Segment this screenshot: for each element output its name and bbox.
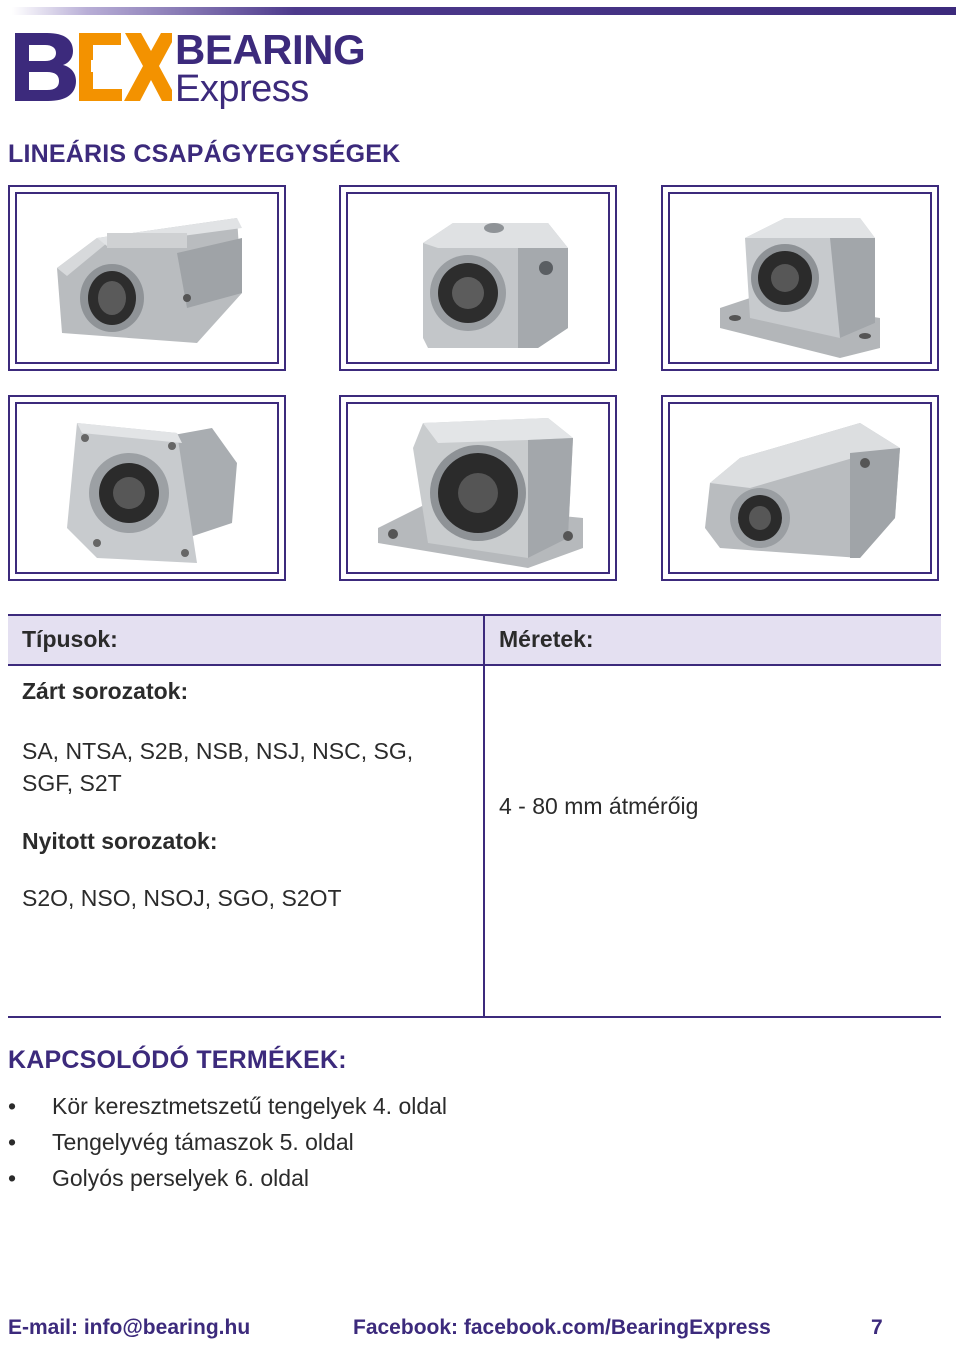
page-number: 7 — [871, 1316, 883, 1339]
spec-table-header-row — [8, 614, 941, 666]
product-photo-inner-frame — [15, 192, 279, 364]
product-photo-frame — [339, 395, 617, 581]
flanged-pillow-block-image — [690, 198, 910, 358]
header-accent-bar — [12, 7, 956, 15]
product-photo-inner-frame — [668, 402, 932, 574]
tandem-pillow-block-image — [368, 408, 588, 568]
closed-tandem-block-image — [690, 408, 910, 568]
product-photo-frame — [661, 395, 939, 581]
bullet-icon: • — [8, 1129, 17, 1155]
footer-email[interactable]: E-mail: info@bearing.hu — [8, 1316, 251, 1339]
closed-series-label: Zárt sorozatok: — [22, 678, 189, 704]
product-photo-inner-frame — [346, 402, 610, 574]
product-photo-frame — [8, 185, 286, 371]
sizes-column-header: Méretek: — [499, 626, 594, 652]
spec-table-bottom-rule — [8, 1016, 941, 1018]
bearing-express-logo — [12, 25, 382, 115]
related-product-link[interactable]: Kör keresztmetszetű tengelyek 4. oldal — [52, 1093, 448, 1119]
related-product-link[interactable]: Tengelyvég támaszok 5. oldal — [52, 1129, 354, 1155]
product-photo-inner-frame — [346, 192, 610, 364]
bullet-icon: • — [8, 1165, 17, 1191]
closed-block-unit-image — [368, 198, 588, 358]
page-title: LINEÁRIS CSAPÁGYEGYSÉGEK — [8, 140, 401, 168]
size-range-value: 4 - 80 mm átmérőig — [499, 793, 699, 819]
spec-table-column-divider — [483, 614, 485, 1018]
footer-facebook[interactable]: Facebook: facebook.com/BearingExpress — [353, 1316, 771, 1339]
logo-wordmark-express: Express — [175, 68, 309, 110]
open-pillow-block-unit-image — [37, 198, 257, 358]
related-products-title: KAPCSOLÓDÓ TERMÉKEK: — [8, 1046, 347, 1074]
product-photo-frame — [339, 185, 617, 371]
product-photo-inner-frame — [15, 402, 279, 574]
square-flange-unit-image — [37, 408, 257, 568]
closed-series-list-line1: SA, NTSA, S2B, NSB, NSJ, NSC, SG, — [22, 738, 414, 764]
bullet-icon: • — [8, 1093, 17, 1119]
open-series-label: Nyitott sorozatok: — [22, 828, 218, 854]
related-product-link[interactable]: Golyós perselyek 6. oldal — [52, 1165, 309, 1191]
product-photo-inner-frame — [668, 192, 932, 364]
logo-wordmark-bearing: BEARING — [175, 26, 366, 73]
product-photo-frame — [661, 185, 939, 371]
spec-table — [8, 614, 941, 1018]
closed-series-list-line2: SGF, S2T — [22, 770, 122, 796]
product-photo-frame — [8, 395, 286, 581]
open-series-list: S2O, NSO, NSOJ, SGO, S2OT — [22, 885, 342, 911]
bex-logo-mark — [12, 27, 172, 107]
types-column-header: Típusok: — [22, 626, 118, 652]
